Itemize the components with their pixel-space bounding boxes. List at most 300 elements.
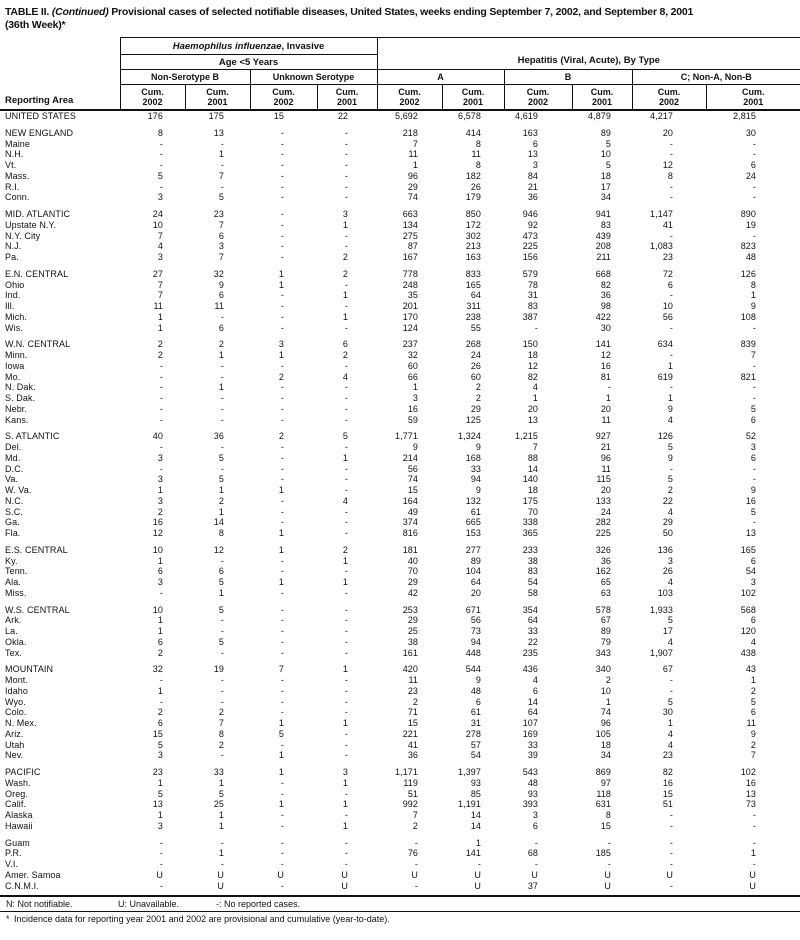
- table-cell: 544: [465, 664, 482, 675]
- table-cell: 83: [600, 219, 612, 230]
- table-row: [0, 263, 800, 280]
- table-cell: 51: [662, 799, 674, 810]
- table-cell: 83: [527, 566, 539, 577]
- table-cell: -: [669, 685, 674, 696]
- row-label: Tenn.: [5, 566, 28, 577]
- table-cell: 7: [218, 219, 224, 230]
- table-cell: 6: [218, 566, 224, 577]
- row-label: Md.: [5, 452, 21, 463]
- table-cell: -: [280, 675, 284, 686]
- table-cell: -: [159, 859, 163, 870]
- table-cell: 24: [152, 209, 163, 220]
- table-cell: 9: [750, 485, 757, 496]
- table-cell: 201: [402, 301, 419, 312]
- table-cell: 8: [218, 528, 224, 539]
- table-cell: -: [159, 837, 163, 848]
- table-cell: 3: [750, 442, 757, 453]
- table-cell: 1: [605, 393, 612, 404]
- table-cell: 120: [740, 626, 757, 637]
- table-cell: 14: [213, 517, 224, 528]
- table-cell: -: [220, 393, 224, 404]
- table-cell: 1: [278, 799, 284, 810]
- table-cell: 126: [657, 431, 674, 442]
- table-cell: -: [344, 647, 349, 658]
- table-cell: -: [752, 474, 757, 485]
- table-cell: 1: [278, 577, 284, 588]
- table-cell: 170: [402, 311, 419, 322]
- table-cell: 15: [273, 111, 284, 122]
- table-cell: 107: [522, 718, 539, 729]
- table-cell: 890: [740, 209, 757, 220]
- table-cell: 7: [218, 252, 224, 263]
- table-cell: 94: [470, 474, 482, 485]
- column-subgroup-unknown-serotype: Unknown Serotype: [250, 70, 377, 85]
- table-cell: -: [159, 360, 163, 371]
- table-cell: 7: [412, 810, 419, 821]
- table-row: [0, 171, 800, 182]
- table-cell: -: [280, 707, 284, 718]
- haemophilus-rest-label: , Invasive: [281, 40, 325, 52]
- table-row: [0, 729, 800, 740]
- row-label: Oreg.: [5, 788, 29, 799]
- table-cell: 82: [662, 767, 674, 778]
- table-cell: 94: [470, 636, 482, 647]
- table-cell: -: [280, 160, 284, 171]
- table-cell: 14: [527, 696, 539, 707]
- table-cell: 7: [157, 290, 163, 301]
- table-cell: 7: [278, 664, 284, 675]
- table-cell: -: [280, 739, 284, 750]
- table-cell: 36: [527, 192, 539, 203]
- row-label: Ga.: [5, 517, 20, 528]
- table-cell: 49: [407, 506, 419, 517]
- table-cell: 1: [342, 577, 349, 588]
- table-cell: 1: [278, 544, 284, 555]
- table-cell: 76: [407, 848, 419, 859]
- table-cell: 225: [595, 528, 612, 539]
- table-cell: 20: [527, 403, 539, 414]
- table-cell: 6: [667, 279, 674, 290]
- table-cell: 16: [745, 777, 757, 788]
- table-row: [0, 415, 800, 426]
- table-cell: 5: [667, 442, 674, 453]
- table-cell: 340: [595, 664, 612, 675]
- table-cell: 14: [470, 820, 482, 831]
- row-label: Ark.: [5, 615, 22, 626]
- table-cell: -: [344, 517, 349, 528]
- table-cell: -: [220, 463, 224, 474]
- table-row: [0, 707, 800, 718]
- table-title-continued: (Continued): [51, 6, 109, 18]
- table-cell: 22: [662, 495, 674, 506]
- table-cell: 3: [667, 555, 674, 566]
- table-cell: 163: [465, 252, 482, 263]
- table-row: [0, 761, 800, 778]
- row-label: Pa.: [5, 252, 19, 263]
- table-cell: 11: [601, 414, 612, 425]
- table-cell: 11: [408, 149, 419, 160]
- table-row: [0, 149, 800, 160]
- table-cell: 89: [470, 555, 482, 566]
- table-cell: 436: [522, 664, 539, 675]
- table-cell: -: [220, 837, 224, 848]
- table-row: [0, 697, 800, 708]
- table-cell: -: [280, 555, 284, 566]
- table-cell: -: [280, 788, 284, 799]
- table-cell: -: [414, 837, 419, 848]
- table-cell: 67: [600, 615, 612, 626]
- table-cell: 5: [605, 160, 612, 171]
- table-cell: 2: [342, 268, 349, 279]
- table-cell: U: [604, 880, 612, 891]
- table-cell: U: [749, 880, 757, 891]
- table-row: [0, 566, 800, 577]
- table-cell: 6: [750, 707, 757, 718]
- table-cell: -: [344, 739, 349, 750]
- table-cell: 11: [601, 463, 612, 474]
- table-cell: -: [344, 127, 349, 138]
- table-cell: 64: [470, 290, 482, 301]
- table-cell: 11: [471, 149, 482, 160]
- table-cell: 5,692: [395, 111, 419, 122]
- column-header-reporting-area: Reporting Area: [0, 38, 120, 111]
- table-cell: 237: [402, 339, 419, 350]
- table-cell: 21: [527, 181, 539, 192]
- table-cell: 18: [600, 170, 612, 181]
- table-cell: 3: [157, 820, 163, 831]
- table-cell: 29: [407, 577, 419, 588]
- table-cell: 54: [527, 577, 539, 588]
- table-cell: 4: [667, 414, 674, 425]
- table-cell: 2: [218, 739, 224, 750]
- table-cell: -: [220, 675, 224, 686]
- table-cell: 118: [596, 788, 612, 799]
- table-cell: 12: [600, 350, 612, 361]
- table-row: [0, 393, 800, 404]
- table-cell: 2: [157, 350, 163, 361]
- table-cell: 3: [750, 577, 757, 588]
- table-cell: 473: [522, 230, 539, 241]
- table-cell: -: [344, 728, 349, 739]
- table-cell: -: [534, 322, 539, 333]
- table-cell: 172: [465, 219, 482, 230]
- table-cell: 5: [157, 170, 163, 181]
- table-cell: 1: [342, 555, 349, 566]
- table-cell: -: [669, 820, 674, 831]
- table-cell: 72: [662, 268, 674, 279]
- table-cell: 3: [157, 474, 163, 485]
- table-cell: -: [159, 880, 163, 891]
- table-cell: -: [220, 414, 224, 425]
- table-cell: 2,815: [733, 111, 757, 122]
- table-cell: 6: [218, 322, 224, 333]
- table-cell: 10: [600, 685, 612, 696]
- table-cell: 277: [465, 544, 482, 555]
- column-header-cum-2001-8: Cum. 2001: [572, 85, 632, 111]
- table-cell: 2: [157, 707, 163, 718]
- table-cell: 5: [278, 728, 284, 739]
- table-cell: -: [344, 528, 349, 539]
- table-cell: -: [344, 393, 349, 404]
- table-cell: 8: [157, 127, 163, 138]
- row-label: NEW ENGLAND: [5, 127, 74, 138]
- table-cell: 23: [662, 252, 674, 263]
- table-body: [0, 110, 800, 891]
- row-label: La.: [5, 626, 18, 637]
- table-cell: 36: [213, 431, 224, 442]
- table-cell: -: [220, 647, 224, 658]
- table-cell: 233: [522, 544, 539, 555]
- table-cell: -: [752, 820, 757, 831]
- table-cell: 34: [600, 192, 612, 203]
- table-cell: 79: [600, 636, 612, 647]
- table-cell: 2: [342, 252, 349, 263]
- table-cell: 839: [740, 339, 757, 350]
- table-cell: 68: [527, 848, 539, 859]
- table-cell: -: [344, 485, 349, 496]
- table-cell: -: [280, 452, 284, 463]
- table-row: [0, 718, 800, 729]
- table-cell: -: [344, 463, 349, 474]
- table-cell: 9: [667, 403, 674, 414]
- table-cell: 631: [595, 799, 612, 810]
- row-label: Nev.: [5, 750, 24, 761]
- table-cell: -: [752, 810, 757, 821]
- table-cell: 1: [342, 820, 349, 831]
- table-cell: 992: [402, 799, 419, 810]
- table-cell: -: [669, 810, 674, 821]
- table-cell: 1: [750, 290, 757, 301]
- table-cell: 374: [402, 517, 419, 528]
- table-cell: 15: [407, 485, 419, 496]
- table-cell: -: [344, 360, 349, 371]
- table-cell: -: [344, 322, 349, 333]
- table-cell: 275: [402, 230, 419, 241]
- table-cell: 5: [342, 431, 349, 442]
- table-cell: 168: [465, 452, 482, 463]
- table-cell: -: [344, 685, 349, 696]
- table-cell: 179: [465, 192, 482, 203]
- table-cell: -: [752, 230, 757, 241]
- table-cell: 946: [522, 209, 539, 220]
- column-subgroup-hepatitis-a: A: [377, 70, 504, 85]
- table-cell: -: [220, 442, 224, 453]
- table-cell: 33: [527, 626, 539, 637]
- table-cell: 93: [470, 777, 482, 788]
- table-cell: 5: [218, 788, 224, 799]
- table-cell: 2: [218, 707, 224, 718]
- table-cell: 5: [218, 577, 224, 588]
- table-cell: 5: [157, 788, 163, 799]
- table-row: [0, 848, 800, 859]
- table-cell: 74: [407, 474, 419, 485]
- table-cell: 96: [600, 718, 612, 729]
- row-label: R.I.: [5, 181, 20, 192]
- table-row: [0, 203, 800, 220]
- table-row: [0, 122, 800, 139]
- table-cell: 103: [657, 587, 674, 598]
- table-cell: 20: [600, 403, 612, 414]
- table-cell: 7: [218, 718, 224, 729]
- table-cell: -: [752, 382, 757, 393]
- table-cell: 50: [662, 528, 674, 539]
- table-cell: 4: [342, 495, 349, 506]
- table-cell: 41: [662, 219, 674, 230]
- row-label: Guam: [5, 837, 30, 848]
- table-cell: -: [280, 252, 284, 263]
- footnote-text: Incidence data for reporting year 2001 and 2002 are provisional and cumulative (year-to-date).: [14, 914, 390, 925]
- table-cell: 29: [662, 517, 674, 528]
- table-footnote: [0, 912, 800, 924]
- table-cell: -: [220, 859, 224, 870]
- table-cell: 9: [750, 301, 757, 312]
- column-header-cum-2001-2: Cum. 2001: [185, 85, 250, 111]
- table-cell: U: [474, 880, 482, 891]
- table-cell: 48: [745, 252, 757, 263]
- table-cell: 869: [595, 767, 612, 778]
- table-cell: 15: [407, 718, 419, 729]
- column-header-cum-2002-9: Cum. 2002: [632, 85, 706, 111]
- column-subgroup-hepatitis-b: B: [504, 70, 632, 85]
- table-cell: -: [344, 192, 349, 203]
- table-row: [0, 312, 800, 323]
- table-cell: 671: [465, 604, 482, 615]
- table-cell: 543: [522, 767, 539, 778]
- table-cell: 36: [600, 555, 612, 566]
- table-cell: 23: [662, 750, 674, 761]
- row-label: Idaho: [5, 685, 29, 696]
- table-cell: 2: [278, 431, 284, 442]
- table-cell: 13: [152, 799, 163, 810]
- table-cell: 24: [470, 350, 482, 361]
- table-row: [0, 301, 800, 312]
- table-cell: 3: [157, 750, 163, 761]
- table-cell: -: [669, 382, 674, 393]
- table-cell: 1: [342, 311, 349, 322]
- table-row: [0, 626, 800, 637]
- row-label: Wash.: [5, 777, 31, 788]
- table-row: [0, 588, 800, 599]
- table-cell: -: [159, 587, 163, 598]
- table-cell: -: [159, 675, 163, 686]
- table-cell: -: [280, 880, 284, 891]
- table-cell: 176: [147, 111, 163, 122]
- footnote-marker: *: [6, 914, 10, 925]
- table-cell: 1: [157, 685, 163, 696]
- table-row: [0, 350, 800, 361]
- table-cell: 26: [470, 181, 482, 192]
- row-label: MOUNTAIN: [5, 664, 54, 675]
- table-cell: 1: [342, 290, 349, 301]
- table-cell: 16: [152, 517, 163, 528]
- column-subgroup-age-under-5: Age <5 Years: [120, 55, 377, 70]
- table-cell: 11: [746, 718, 757, 729]
- column-header-cum-2002-5: Cum. 2002: [377, 85, 442, 111]
- table-cell: -: [344, 279, 349, 290]
- table-cell: 2: [157, 339, 163, 350]
- table-cell: 27: [152, 268, 163, 279]
- table-cell: 253: [402, 604, 419, 615]
- row-label: D.C.: [5, 463, 24, 474]
- table-cell: 41: [407, 739, 419, 750]
- table-cell: 668: [595, 268, 612, 279]
- table-row: [0, 615, 800, 626]
- table-cell: 1: [342, 219, 349, 230]
- table-cell: 8: [475, 138, 482, 149]
- table-cell: U: [666, 869, 674, 880]
- table-cell: -: [669, 192, 674, 203]
- row-label: W.S. CENTRAL: [5, 604, 70, 615]
- table-cell: 61: [470, 707, 482, 718]
- table-cell: -: [280, 209, 284, 220]
- table-cell: 1,771: [395, 431, 419, 442]
- table-row: [0, 474, 800, 485]
- table-cell: U: [749, 869, 757, 880]
- table-cell: 19: [745, 219, 757, 230]
- table-row: [0, 252, 800, 263]
- row-label: Ind.: [5, 290, 21, 301]
- table-cell: 22: [337, 111, 349, 122]
- table-cell: 6: [157, 718, 163, 729]
- table-cell: 3: [157, 192, 163, 203]
- table-cell: -: [220, 138, 224, 149]
- table-row: [0, 139, 800, 150]
- table-cell: -: [159, 382, 163, 393]
- table-cell: -: [669, 230, 674, 241]
- table-cell: -: [280, 230, 284, 241]
- table-cell: 6: [750, 615, 757, 626]
- table-cell: -: [280, 442, 284, 453]
- table-cell: 74: [407, 192, 419, 203]
- table-cell: -: [280, 192, 284, 203]
- table-cell: -: [280, 696, 284, 707]
- row-label: N.H.: [5, 149, 24, 160]
- table-cell: -: [752, 360, 757, 371]
- table-cell: 1: [532, 393, 539, 404]
- table-cell: 20: [470, 587, 482, 598]
- row-label: Ohio: [5, 279, 25, 290]
- table-cell: 17: [600, 181, 612, 192]
- table-cell: -: [344, 587, 349, 598]
- table-cell: 823: [740, 241, 757, 252]
- table-cell: 66: [407, 371, 419, 382]
- table-cell: 42: [407, 587, 419, 598]
- table-cell: -: [344, 414, 349, 425]
- table-cell: 211: [596, 252, 612, 263]
- table-cell: 70: [527, 506, 539, 517]
- table-cell: 167: [402, 252, 419, 263]
- table-cell: -: [752, 517, 757, 528]
- table-row: [0, 810, 800, 821]
- table-cell: 12: [527, 360, 539, 371]
- table-cell: -: [220, 181, 224, 192]
- table-cell: 185: [595, 848, 612, 859]
- table-cell: 1: [278, 750, 284, 761]
- table-cell: -: [344, 707, 349, 718]
- table-cell: -: [752, 322, 757, 333]
- table-cell: -: [669, 290, 674, 301]
- table-cell: 5: [750, 506, 757, 517]
- table-cell: 1: [750, 848, 757, 859]
- table-cell: 208: [595, 241, 612, 252]
- table-cell: -: [344, 241, 349, 252]
- table-legend: [0, 895, 800, 912]
- table-cell: 6: [532, 820, 539, 831]
- table-cell: 26: [662, 566, 674, 577]
- table-cell: 2: [412, 696, 419, 707]
- table-cell: 7: [412, 138, 419, 149]
- table-cell: 141: [465, 848, 482, 859]
